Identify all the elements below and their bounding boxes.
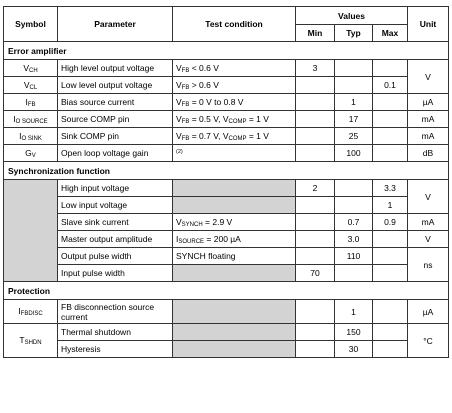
cond-main: V <box>176 96 182 107</box>
unit-cell: ns <box>408 248 449 282</box>
condition-cell <box>173 145 296 162</box>
cond-middle: = 0.5 V, V <box>189 113 229 124</box>
condition-cell-blank <box>173 324 296 341</box>
cond-subscript: FB <box>181 118 190 125</box>
max-cell <box>373 324 408 341</box>
min-cell <box>296 111 335 128</box>
cond-middle: = 0.7 V, V <box>189 130 229 141</box>
unit-cell: mA <box>408 128 449 145</box>
parameter-cell: Master output amplitude <box>58 231 173 248</box>
max-cell <box>373 231 408 248</box>
table-row-vcl <box>4 77 449 94</box>
parameter-cell: Slave sink current <box>58 214 173 231</box>
symbol-main: I <box>25 96 28 107</box>
header-min: Min <box>296 25 335 42</box>
cond-main: V <box>176 79 182 90</box>
header-unit: Unit <box>408 7 449 42</box>
table-row-hysteresis <box>4 341 449 358</box>
typ-cell <box>335 197 373 214</box>
table-row-ifbdisc <box>4 300 449 324</box>
table-row-slave-sink <box>4 214 449 231</box>
condition-cell <box>173 60 296 77</box>
table-row-io-sink <box>4 128 449 145</box>
symbol-cell <box>4 145 58 162</box>
unit-cell: mA <box>408 111 449 128</box>
max-cell: 3.3 <box>373 180 408 197</box>
parameter-cell: Thermal shutdown <box>58 324 173 341</box>
symbol-main: T <box>19 335 25 345</box>
parameter-cell: Output pulse width <box>58 248 173 265</box>
symbol-main: V <box>23 62 29 73</box>
unit-cell: mA <box>408 214 449 231</box>
cond-subscript: FB <box>181 101 190 108</box>
cond-rest: < 0.6 V <box>189 62 219 73</box>
min-cell <box>296 231 335 248</box>
min-cell: 3 <box>296 60 335 77</box>
unit-cell: V <box>408 180 449 214</box>
section-title: Error amplifier <box>4 42 449 60</box>
symbol-subscript: V <box>31 152 36 159</box>
symbol-subscript: CL <box>29 84 38 91</box>
cond-subscript: SOURCE <box>178 238 205 245</box>
table-row-input-pulse <box>4 265 449 282</box>
table-row-low-input <box>4 197 449 214</box>
section-title: Synchronization function <box>4 162 449 180</box>
parameter-cell: Low level output voltage <box>58 77 173 94</box>
symbol-cell <box>4 77 58 94</box>
symbol-main: G <box>25 147 32 158</box>
unit-cell: µA <box>408 94 449 111</box>
unit-cell: dB <box>408 145 449 162</box>
typ-cell <box>335 77 373 94</box>
symbol-subscript: O SOURCE <box>15 118 48 125</box>
min-cell <box>296 128 335 145</box>
symbol-cell <box>4 128 58 145</box>
typ-cell: 1 <box>335 300 373 324</box>
cond-main: V <box>176 130 182 141</box>
unit-cell: V <box>408 231 449 248</box>
header-parameter: Parameter <box>58 7 173 42</box>
symbol-cell-blank <box>4 180 58 282</box>
max-cell <box>373 128 408 145</box>
typ-cell: 3.0 <box>335 231 373 248</box>
max-cell <box>373 145 408 162</box>
cond-main: I <box>176 233 179 244</box>
unit-cell: µA <box>408 300 449 324</box>
min-cell: 2 <box>296 180 335 197</box>
cond-subscript-2: COMP <box>228 118 247 125</box>
min-cell: 70 <box>296 265 335 282</box>
parameter-cell: Hysteresis <box>58 341 173 358</box>
section-row-error-amplifier <box>4 42 449 60</box>
typ-cell: 1 <box>335 94 373 111</box>
condition-cell-blank <box>173 300 296 324</box>
cond-rest: > 0.6 V <box>189 79 219 90</box>
symbol-subscript: FBDISC <box>20 311 43 317</box>
max-cell <box>373 300 408 324</box>
electrical-characteristics-table <box>3 6 449 358</box>
condition-cell <box>173 111 296 128</box>
table-row-ifb <box>4 94 449 111</box>
condition-cell <box>173 128 296 145</box>
max-cell <box>373 265 408 282</box>
table-row-thermal-shutdown <box>4 324 449 341</box>
condition-cell-blank <box>173 341 296 358</box>
min-cell <box>296 145 335 162</box>
table-row-io-source <box>4 111 449 128</box>
cond-subscript: FB <box>181 135 190 142</box>
cond-main: V <box>176 62 182 73</box>
cond-subscript: FB <box>181 84 190 91</box>
parameter-cell: Open loop voltage gain <box>58 145 173 162</box>
header-row <box>4 7 449 25</box>
min-cell <box>296 197 335 214</box>
max-cell <box>373 60 408 77</box>
max-cell <box>373 248 408 265</box>
symbol-subscript: O SINK <box>21 135 42 142</box>
parameter-cell: FB disconnection source current <box>58 300 173 324</box>
parameter-cell: Input pulse width <box>58 265 173 282</box>
typ-cell: 25 <box>335 128 373 145</box>
typ-cell: 30 <box>335 341 373 358</box>
cond-rest: = 200 µA <box>204 233 241 244</box>
section-title: Protection <box>4 282 449 300</box>
min-cell <box>296 214 335 231</box>
typ-cell: 100 <box>335 145 373 162</box>
typ-cell <box>335 265 373 282</box>
min-cell <box>296 94 335 111</box>
symbol-cell <box>4 60 58 77</box>
table-row-master-amplitude <box>4 231 449 248</box>
parameter-cell: Bias source current <box>58 94 173 111</box>
symbol-subscript: SHDN <box>24 340 42 346</box>
typ-cell: 110 <box>335 248 373 265</box>
unit-cell: °C <box>408 324 449 358</box>
cond-subscript: FB <box>181 67 190 74</box>
symbol-cell <box>4 111 58 128</box>
min-cell <box>296 324 335 341</box>
typ-cell <box>335 180 373 197</box>
cond-subscript: SYNCH <box>181 221 203 228</box>
header-values: Values <box>296 7 408 25</box>
header-test-condition: Test condition <box>173 7 296 42</box>
table-row-output-pulse <box>4 248 449 265</box>
condition-cell-blank <box>173 180 296 197</box>
condition-cell <box>173 231 296 248</box>
symbol-main: V <box>23 79 30 90</box>
max-cell: 0.1 <box>373 77 408 94</box>
typ-cell <box>335 60 373 77</box>
condition-cell: SYNCH floating <box>173 248 296 265</box>
section-row-synchronization <box>4 162 449 180</box>
max-cell <box>373 111 408 128</box>
symbol-cell <box>4 94 58 111</box>
min-cell <box>296 248 335 265</box>
header-typ: Typ <box>335 25 373 42</box>
header-max: Max <box>373 25 408 42</box>
parameter-cell: High input voltage <box>58 180 173 197</box>
cond-main: V <box>176 216 182 227</box>
min-cell <box>296 77 335 94</box>
cond-rest: = 0 V to 0.8 V <box>189 96 244 107</box>
footnote-ref: (2) <box>176 149 183 155</box>
header-symbol: Symbol <box>4 7 58 42</box>
symbol-subscript: CH <box>29 67 38 74</box>
typ-cell: 150 <box>335 324 373 341</box>
max-cell <box>373 341 408 358</box>
parameter-cell: High level output voltage <box>58 60 173 77</box>
parameter-cell: Source COMP pin <box>58 111 173 128</box>
cond-rest: = 1 V <box>246 130 269 141</box>
cond-subscript-2: COMP <box>228 135 247 142</box>
symbol-subscript: FB <box>27 101 36 108</box>
cond-rest: = 2.9 V <box>202 216 233 227</box>
min-cell <box>296 300 335 324</box>
cond-main: V <box>176 113 182 124</box>
table-row-gv <box>4 145 449 162</box>
max-cell <box>373 94 408 111</box>
table-row-high-input <box>4 180 449 197</box>
parameter-cell: Low input voltage <box>58 197 173 214</box>
condition-cell <box>173 94 296 111</box>
symbol-main: I <box>13 113 16 124</box>
typ-cell: 17 <box>335 111 373 128</box>
symbol-main: I <box>19 130 22 141</box>
symbol-cell <box>4 300 58 324</box>
cond-rest: = 1 V <box>246 113 269 124</box>
symbol-cell <box>4 324 58 358</box>
condition-cell-blank <box>173 265 296 282</box>
table-row-vch <box>4 60 449 77</box>
condition-cell <box>173 214 296 231</box>
section-row-protection <box>4 282 449 300</box>
max-cell: 0.9 <box>373 214 408 231</box>
symbol-main: I <box>18 306 21 316</box>
min-cell <box>296 341 335 358</box>
condition-cell-blank <box>173 197 296 214</box>
parameter-cell: Sink COMP pin <box>58 128 173 145</box>
unit-cell: V <box>408 60 449 94</box>
typ-cell: 0.7 <box>335 214 373 231</box>
condition-cell <box>173 77 296 94</box>
max-cell: 1 <box>373 197 408 214</box>
